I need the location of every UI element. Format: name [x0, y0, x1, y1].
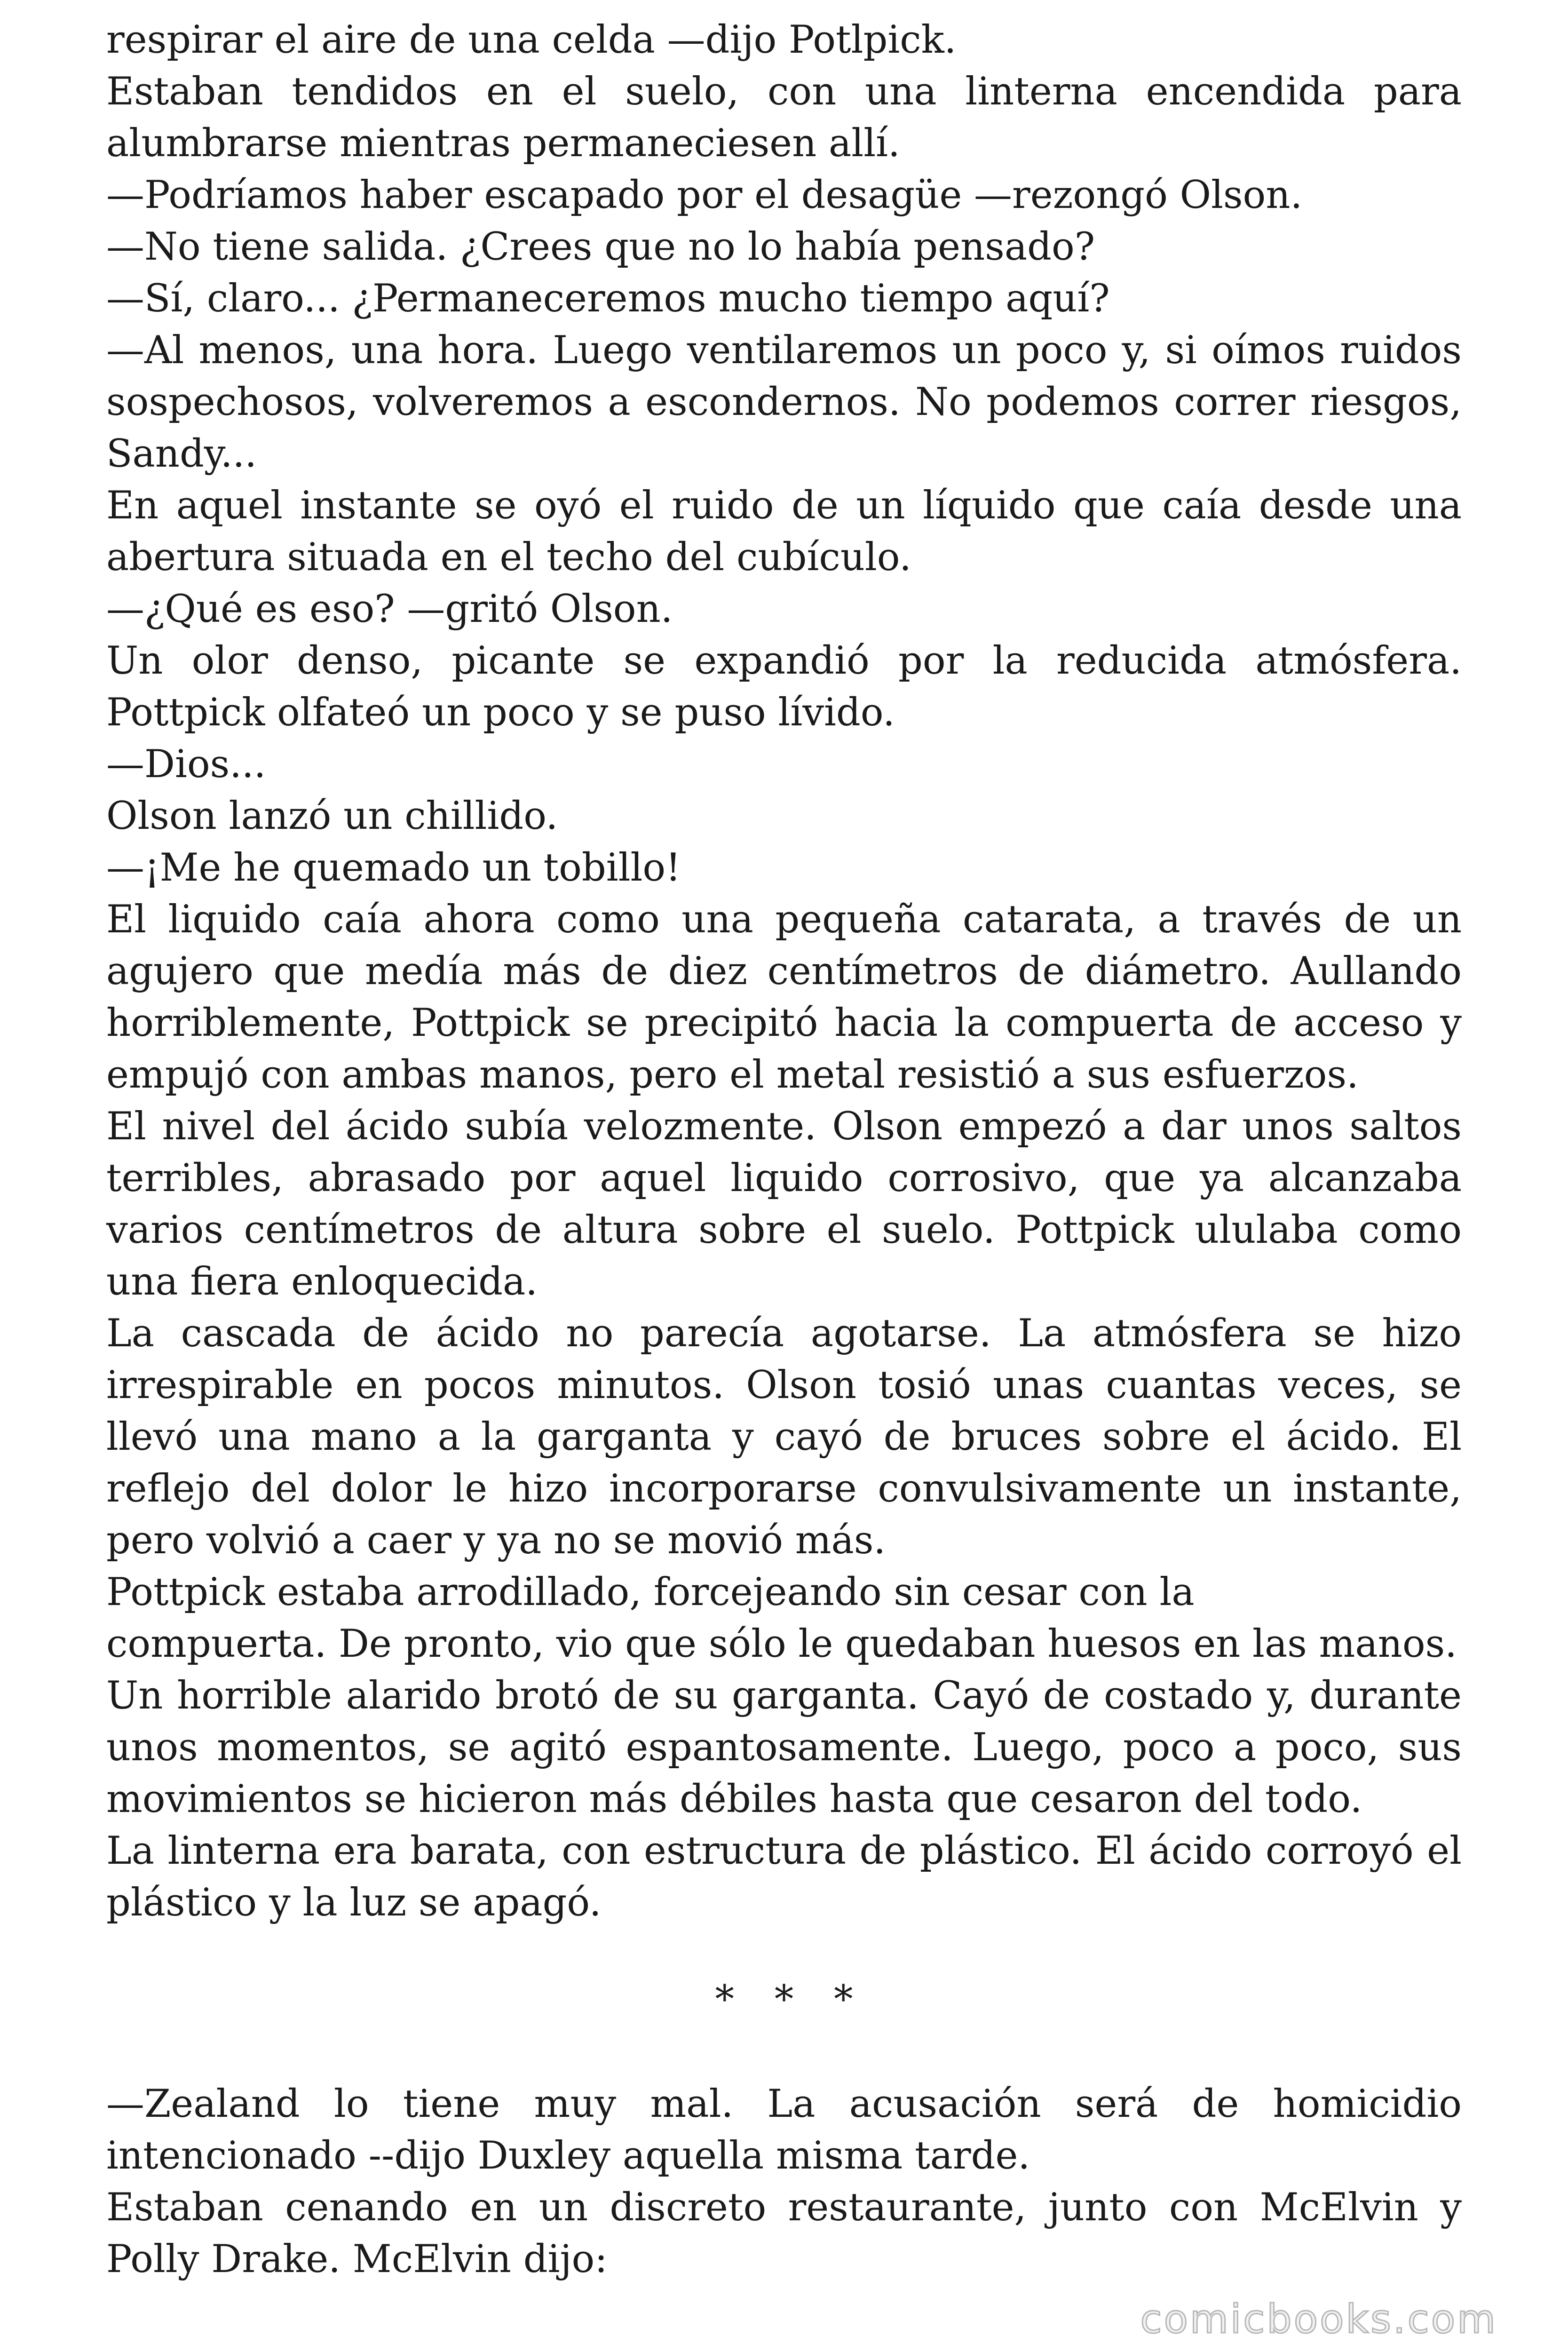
- paragraph-3: —Podríamos haber escapado por el desagüe —rezongó Olson.: [106, 173, 1303, 217]
- paragraph-20: —Zealand lo tiene muy mal. La acusación será de homicidio intencionado --dijo Duxley aquella misma tarde.: [106, 2082, 1462, 2178]
- paragraph-6: —Al menos, una hora. Luego ventilaremos un poco y, si oímos ruidos sospechosos, volveremos a escondernos. No podemos correr riesgos, Sandy...: [106, 328, 1462, 476]
- paragraph-1: respirar el aire de una celda —dijo Potlpick.: [106, 18, 957, 62]
- paragraph-18: Un horrible alarido brotó de su garganta. Cayó de costado y, durante unos momentos, se agitó espantosamente. Luego, poco a poco, sus movimientos se hicieron más débiles hasta que cesaron del todo.: [106, 1674, 1462, 1821]
- paragraph-5: —Sí, claro... ¿Permaneceremos mucho tiempo aquí?: [106, 277, 1110, 321]
- paragraph-21: Estaban cenando en un discreto restaurante, junto con McElvin y Polly Drake. McElvin dijo:: [106, 2185, 1462, 2281]
- page-body: [106, 14, 1462, 2285]
- paragraph-2: Estaban tendidos en el suelo, con una linterna encendida para alumbrarse mientras permaneciesen allí.: [106, 70, 1462, 166]
- paragraph-12: —¡Me he quemado un tobillo!: [106, 846, 681, 890]
- watermark-logo: comicbooks.com: [1140, 2296, 1497, 2342]
- paragraph-11: Olson lanzó un chillido.: [106, 794, 558, 838]
- paragraph-10: —Dios...: [106, 742, 266, 787]
- paragraph-16: Pottpick estaba arrodillado, forcejeando sin cesar con la: [106, 1570, 1195, 1614]
- paragraph-15: La cascada de ácido no parecía agotarse. La atmósfera se hizo irrespirable en pocos minutos. Olson tosió unas cuantas veces, se llevó una mano a la garganta y cayó de bruces sobre el ácido. El reflejo del dolor le hizo incorporarse convulsivamente un instante, pero volvió a caer y ya no se movió más.: [106, 1311, 1462, 1563]
- paragraph-9: Un olor denso, picante se expandió por la reducida atmósfera. Pottpick olfateó un poco y se puso lívido.: [106, 639, 1462, 735]
- paragraph-19: La linterna era barata, con estructura de plástico. El ácido corroyó el plástico y la luz se apagó.: [106, 1829, 1462, 1925]
- paragraph-4: —No tiene salida. ¿Crees que no lo había pensado?: [106, 225, 1095, 269]
- paragraph-7: En aquel instante se oyó el ruido de un líquido que caía desde una abertura situada en el techo del cubículo.: [106, 484, 1462, 580]
- paragraph-13: El liquido caía ahora como una pequeña catarata, a través de un agujero que medía más de diez centímetros de diámetro. Aullando horriblemente, Pottpick se precipitó hacia la compuerta de acceso y empujó con ambas manos, pero el metal resistió a sus esfuerzos.: [106, 898, 1462, 1097]
- paragraph-17: compuerta. De pronto, vio que sólo le quedaban huesos en las manos.: [106, 1622, 1457, 1666]
- paragraph-8: —¿Qué es eso? —gritó Olson.: [106, 587, 673, 631]
- paragraph-14: El nivel del ácido subía velozmente. Olson empezó a dar unos saltos terribles, abrasado por aquel liquido corrosivo, que ya alcanzaba varios centímetros de altura sobre el suelo. Pottpick ululaba como una fiera enloquecida.: [106, 1104, 1462, 1304]
- section-separator: * * *: [715, 1978, 867, 2022]
